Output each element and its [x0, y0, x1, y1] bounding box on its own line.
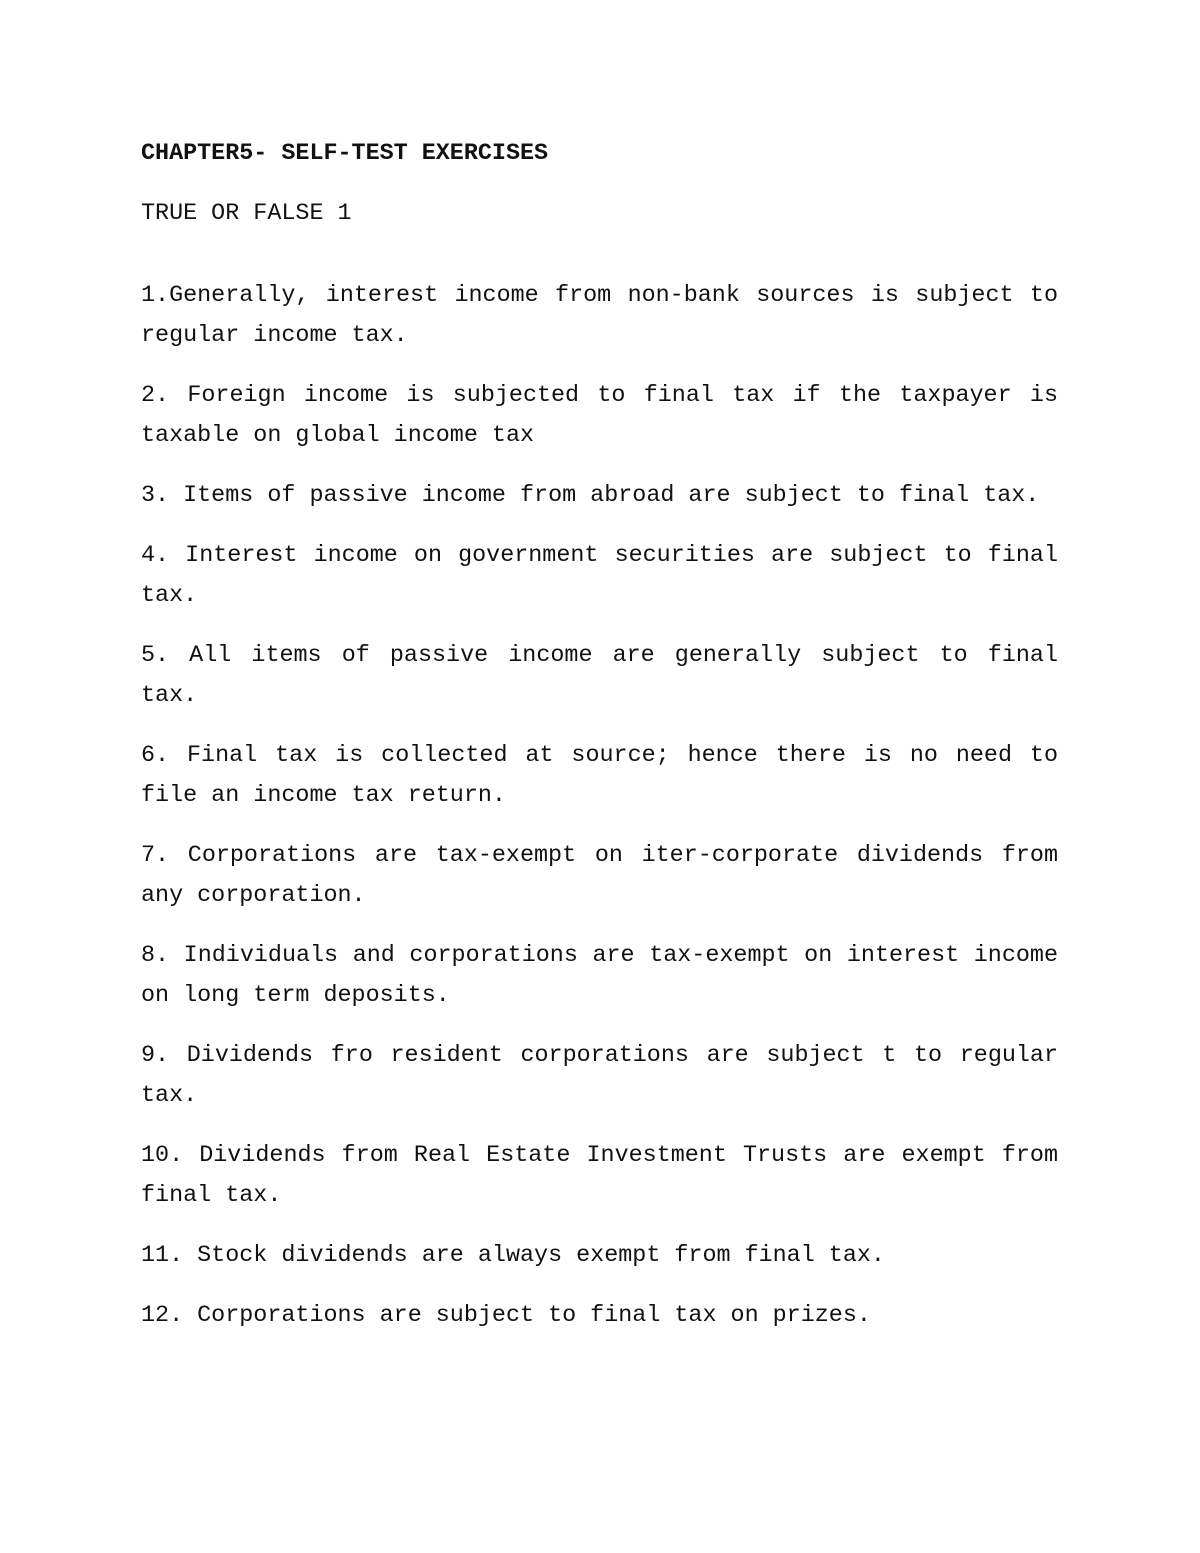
- question-line: 3. Items of passive income from abroad are subject to final tax.: [141, 483, 1040, 509]
- question-line: final tax.: [141, 1183, 282, 1209]
- question-line: 8. Individuals and corporations are tax-exempt on interest income: [141, 943, 1058, 969]
- question-line: 1.Generally, interest income from non-bank sources is subject to: [141, 283, 1058, 309]
- question-item: [141, 1296, 1058, 1336]
- document-page: [141, 134, 1058, 1356]
- question-line: tax.: [141, 1083, 198, 1109]
- question-item: [141, 536, 1058, 616]
- question-line: tax.: [141, 683, 198, 709]
- question-line: any corporation.: [141, 883, 366, 909]
- question-line: 10. Dividends from Real Estate Investment Trusts are exempt from: [141, 1143, 1058, 1169]
- question-line: 9. Dividends fro resident corporations are subject t to regular: [141, 1043, 1058, 1069]
- question-line: on long term deposits.: [141, 983, 450, 1009]
- question-item: [141, 1036, 1058, 1116]
- spacer: [141, 234, 1058, 276]
- question-line: regular income tax.: [141, 323, 408, 349]
- question-item: [141, 836, 1058, 916]
- question-line: 2. Foreign income is subjected to final tax if the taxpayer is: [141, 383, 1058, 409]
- section-heading: TRUE OR FALSE 1: [141, 201, 352, 227]
- question-line: 4. Interest income on government securities are subject to final: [141, 543, 1058, 569]
- question-line: taxable on global income tax: [141, 423, 535, 449]
- question-item: [141, 476, 1058, 516]
- document-title: CHAPTER5- SELF-TEST EXERCISES: [141, 141, 549, 167]
- question-item: [141, 276, 1058, 356]
- question-item: [141, 376, 1058, 456]
- question-line: 7. Corporations are tax-exempt on iter-corporate dividends from: [141, 843, 1058, 869]
- question-line: 6. Final tax is collected at source; hence there is no need to: [141, 743, 1058, 769]
- question-list: [141, 276, 1058, 1336]
- question-item: [141, 736, 1058, 816]
- question-line: 12. Corporations are subject to final tax on prizes.: [141, 1303, 871, 1329]
- question-item: [141, 936, 1058, 1016]
- question-line: file an income tax return.: [141, 783, 506, 809]
- question-item: [141, 1136, 1058, 1216]
- question-item: [141, 636, 1058, 716]
- question-line: 11. Stock dividends are always exempt from final tax.: [141, 1243, 885, 1269]
- question-line: tax.: [141, 583, 198, 609]
- question-item: [141, 1236, 1058, 1276]
- question-line: 5. All items of passive income are generally subject to final: [141, 643, 1058, 669]
